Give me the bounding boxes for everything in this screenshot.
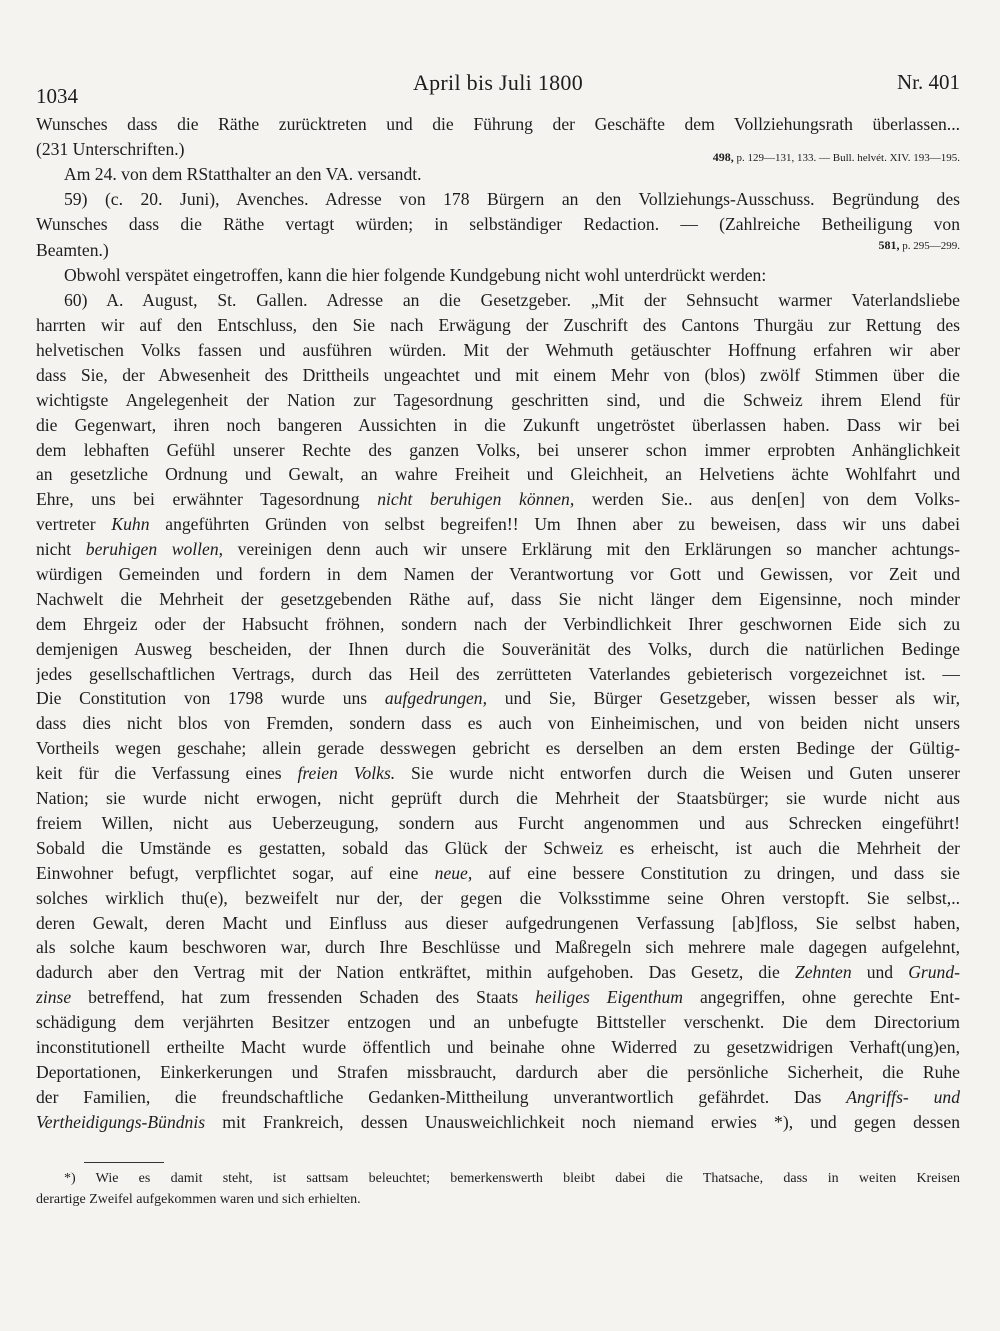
footnote-line: derartige Zweifel aufgekommen waren und sich erhielten. xyxy=(36,1192,361,1207)
text-line: der Familien, die freundschaftliche Gedanken-Mittheilung unverantwortlich gefährdet. Das Angriffs- und xyxy=(36,1086,960,1107)
text-line: Obwohl verspätet eingetroffen, kann die hier folgende Kundgebung nicht wohl unterdrückt werden: xyxy=(64,265,767,286)
emphasis: Kuhn xyxy=(111,514,150,535)
text-line: dass dies nicht blos von Fremden, sondern dass es auch von Einheimischen, und von beiden nicht unsers xyxy=(36,713,960,734)
emphasis: Angriffs- und xyxy=(846,1086,960,1107)
text-line: als solche kaum beschworen war, durch Ihre Beschlüsse und Maßregeln sich mehrere male dagegen aufgelehnt, xyxy=(36,937,960,958)
text-line: dadurch aber den Vertrag mit der Nation entkräftet, mithin aufgehoben. Das Gesetz, die Zehnten und Grund- xyxy=(36,962,960,983)
text-line: vertreter Kuhn angeführten Gründen von selbst begreifen!! Um Ihnen aber zu beweisen, dass wir uns dabei xyxy=(36,514,960,535)
text-line: nicht beruhigen wollen, vereinigen denn auch wir unsere Erklärung mit den Erklärungen so mancher achtungs- xyxy=(36,539,960,560)
text-line: Ehre, uns bei erwähnter Tagesordnung nicht beruhigen können, werden Sie.. aus den[en] von dem Volks- xyxy=(36,489,960,510)
text-line: dem Ehrgeiz oder der Habsucht fröhnen, sondern nach der Verbindlichkeit Ihrer geschwornen Eide sich zu xyxy=(36,613,960,634)
footnote-line: *) Wie es damit steht, ist sattsam beleuchtet; bemerkenswerth bleibt dabei die Thatsache, dass in weiten Kreisen xyxy=(64,1171,960,1186)
text-line: Nation; sie wurde nicht erwogen, nicht geprüft durch die Mehrheit der Staatsbürger; sie wurde nicht aus xyxy=(36,788,960,809)
text-line: Wunsches dass die Räthe vertagt würden; in selbständiger Redaction. — (Zahlreiche Betheiligung von xyxy=(36,213,960,234)
emphasis: Zehnten xyxy=(794,962,852,983)
text-line: würdigen Gemeinden und fordern in dem Namen der Verantwortung vor Gott und Gewissen, vor Zeit und xyxy=(36,564,960,585)
text-line: die Gegenwart, ihren noch bangeren Aussichten in die Zukunft ungetröstet überlassen haben. Dass wir bei xyxy=(36,414,960,435)
text-line: Sobald die Umstände es gestatten, sobald das Glück der Schweiz es erheischt, ist auch die Mehrheit der xyxy=(36,837,960,858)
emphasis: heiliges Eigenthum xyxy=(535,987,684,1008)
emphasis: freien Volks. xyxy=(297,763,396,784)
text-line: deren Gewalt, deren Macht und Einfluss aus dieser aufgedrungenen Verfassung [ab]floss, Sie selbst haben, xyxy=(36,912,960,933)
text-line: Wunsches dass die Räthe zurücktreten und die Führung der Geschäfte dem Vollziehungsrath überlassen... xyxy=(36,114,960,134)
text-line: 60) A. August, St. Gallen. Adresse an die Gesetzgeber. „Mit der Sehnsucht warmer Vaterlandsliebe xyxy=(64,290,960,311)
emphasis: zinse xyxy=(36,987,72,1008)
emphasis: Vertheidigungs-Bündnis xyxy=(36,1111,206,1132)
text-line: Nachwelt die Mehrheit der gesetzgebenden Räthe auf, dass Sie nicht länger dem Eigensinne, noch minder xyxy=(36,588,960,609)
text-line: keit für die Verfassung eines freien Volks. Sie wurde nicht entworfen durch die Weisen und Guten unserer xyxy=(36,763,960,784)
text-line: dem lebhaften Gefühl unserer Rechte des ganzen Volks, bei unserer schon immer erprobten Anhänglichkeit xyxy=(36,439,960,460)
text-line: Beamten.) xyxy=(36,240,109,261)
text-line: harrten wir auf den Entschluss, den Sie nach Erwägung der Zuschrift des Cantons Thurgäu zur Rettung des xyxy=(36,315,960,336)
source-reference: 581, p. 295—299. xyxy=(878,238,960,253)
text-line: Einwohner befugt, verpflichtet sogar, auf eine neue, auf eine bessere Constitution zu dringen, und dass sie xyxy=(36,862,960,883)
text-line: zinse betreffend, hat zum fressenden Schaden des Staats heiliges Eigenthum angegriffen, ohne gerechte Ent- xyxy=(36,987,960,1008)
text-line: Am 24. von dem RStatthalter an den VA. versandt. xyxy=(64,163,422,184)
footnote xyxy=(36,1168,960,1210)
text-line: dass Sie, der Abwesenheit des Drittheils ungeachtet und mit einem Mehr von (blos) zwölf Stimmen über die xyxy=(36,364,960,385)
emphasis: beruhigen wollen, xyxy=(85,539,224,560)
text-line: Deportationen, Einkerkerungen und Strafen missbraucht, dardurch aber die persönliche Sicherheit, die Ruhe xyxy=(36,1061,960,1082)
source-reference: 498, p. 129—131, 133. — Bull. helvét. XIV. 193—195. xyxy=(712,149,960,164)
page-number: 1034 xyxy=(36,84,78,108)
text-line: jedes gesellschaftlichen Vertrags, durch das Heil des zerrütteten Vaterlandes gebieterisch vorgezeichnet ist. — xyxy=(36,663,960,684)
running-title: April bis Juli 1800 xyxy=(412,70,584,95)
emphasis: Grund- xyxy=(908,962,960,983)
text-line: (231 Unterschriften.) xyxy=(36,138,185,159)
text-line: demjenigen Ausweg bescheiden, der Ihnen durch die Souveränität des Volks, durch die natürlichen Bedinge xyxy=(36,638,960,659)
emphasis: aufgedrungen, xyxy=(384,688,488,709)
page-header xyxy=(36,66,960,106)
text-line: freiem Willen, nicht aus Ueberzeugung, sondern aus Furcht angenommen und aus Schrecken eingeführt! xyxy=(36,812,960,833)
text-line: inconstitutionell ertheilte Macht wurde öffentlich und beinahe ohne Widerred zu gesetzwidrigen Verhaft(ung)en, xyxy=(36,1036,960,1057)
text-line: an gesetzliche Ordnung und Gewalt, an wahre Freiheit und Gleichheit, an Helvetiens ächte Wohlfahrt und xyxy=(36,464,960,485)
text-line: 59) (c. 20. Juni), Avenches. Adresse von 178 Bürgern an den Vollziehungs-Ausschuss. Begründung des xyxy=(64,188,960,209)
text-line: wichtigste Angelegenheit der Nation zur Tagesordnung geschritten sind, und die Schweiz ihrem Elend für xyxy=(36,389,960,410)
emphasis: neue, xyxy=(434,862,473,883)
text-line: solches wirklich thu(e), bezweifelt nur der, der gegen die Volksstimme seine Ohren verstopft. Sie selbst,.. xyxy=(36,887,960,908)
text-line: schädigung dem verjährten Besitzer entzogen und an unbefugte Bittsteller verschenkt. Die dem Directorium xyxy=(36,1012,960,1033)
issue-number: Nr. 401 xyxy=(897,70,960,94)
text-line: Die Constitution von 1798 wurde uns aufgedrungen, und Sie, Bürger Gesetzgeber, wissen besser als wir, xyxy=(36,688,960,709)
text-line: Vertheidigungs-Bündnis mit Frankreich, dessen Unausweichlichkeit noch niemand erwies *), und gegen dessen xyxy=(36,1111,960,1132)
text-line: helvetischen Volks fassen und ausführen würden. Mit der Wehmuth getäuschter Hoffnung erfahren wir aber xyxy=(36,340,960,361)
emphasis: nicht beruhigen können, xyxy=(377,489,575,510)
text-line: Vortheils wegen geschahe; allein gerade desswegen gebricht es derselben an dem ersten Bedinge der Gültig- xyxy=(36,738,960,759)
body-text xyxy=(36,112,960,1135)
footnote-rule xyxy=(84,1162,164,1163)
